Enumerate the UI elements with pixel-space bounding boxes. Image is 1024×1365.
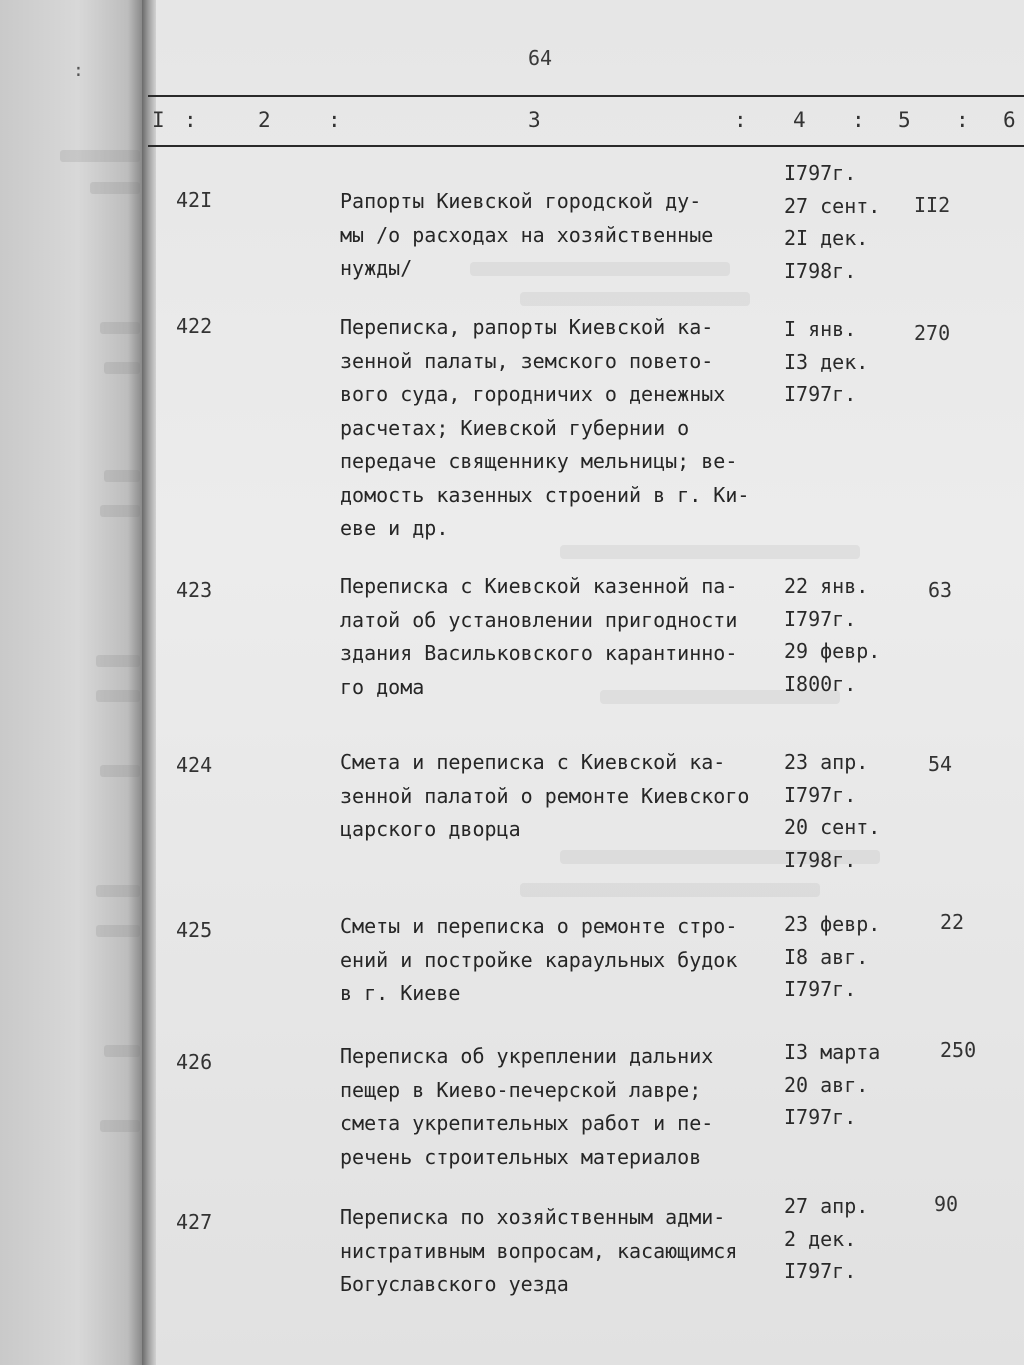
entry-title-line: зенной палатой о ремонте Киевского: [340, 783, 750, 808]
entry-title-line: го дома: [340, 674, 425, 699]
bleed-through-text: [560, 545, 860, 559]
entry-sheet-count: 22: [940, 910, 965, 934]
entry-date-line: I янв.: [784, 317, 857, 341]
entry-number: 425: [176, 918, 213, 942]
bleed-through-text: [100, 505, 140, 517]
entry-dates: [784, 746, 880, 876]
header-col-1: I: [152, 108, 165, 132]
entry-date-line: I797г.: [784, 382, 857, 406]
bleed-through-text: [96, 690, 140, 702]
entry-title-line: Смета и переписка с Киевской ка-: [340, 750, 726, 774]
entry-date-line: I800г.: [784, 671, 857, 696]
entry-title-line: речень строительных материалов: [340, 1144, 702, 1169]
table-header-bottom-rule: [148, 145, 1024, 147]
entry-date-line: 23 апр.: [784, 750, 869, 774]
entry-title-line: передаче священнику мельницы; ве-: [340, 449, 738, 473]
entry-date-line: I797г.: [784, 161, 857, 185]
header-separator: :: [852, 108, 865, 132]
header-separator: :: [328, 108, 341, 132]
entry-date-line: I797г.: [784, 606, 857, 631]
entry-date-line: I3 дек.: [784, 349, 869, 374]
entry-title-line: Переписка по хозяйственным адми-: [340, 1205, 726, 1229]
bleed-through-text: [100, 1120, 140, 1132]
entry-title: [326, 185, 786, 286]
entry-date-line: I8 авг.: [784, 944, 869, 969]
entry-dates: [784, 157, 880, 287]
entry-title-line: вого суда, городничих о денежных: [340, 382, 726, 406]
entry-title-line: расчетах; Киевской губернии о: [340, 415, 690, 440]
bleed-through-text: [96, 885, 140, 897]
entry-title-line: здания Васильковского карантинно-: [340, 641, 738, 665]
entry-date-line: 22 янв.: [784, 574, 869, 598]
entry-title: [326, 746, 786, 847]
header-col-3: 3: [528, 108, 541, 132]
header-separator: :: [184, 108, 197, 132]
entry-title: [326, 1201, 786, 1302]
entry-sheet-count: 270: [914, 321, 951, 345]
bleed-through-text: [96, 925, 140, 937]
entry-title-line: смета укрепительных работ и пе-: [340, 1111, 714, 1135]
header-separator: :: [734, 108, 747, 132]
entry-title-line: домость казенных строений в г. Ки-: [340, 482, 750, 507]
entry-number: 422: [176, 314, 213, 338]
entry-sheet-count: 90: [934, 1192, 959, 1216]
entry-date-line: I798г.: [784, 258, 857, 283]
entry-sheet-count: II2: [914, 193, 951, 217]
entry-date-line: 2I дек.: [784, 226, 869, 250]
bleed-through-text: [104, 362, 140, 374]
entry-title-line: Сметы и переписка о ремонте стро-: [340, 914, 738, 938]
entry-title: [326, 1040, 786, 1174]
entry-sheet-count: 54: [928, 752, 953, 776]
entry-date-line: I797г.: [784, 1105, 857, 1129]
bleed-through-text: [520, 883, 820, 897]
entry-title-line: Богуславского уезда: [340, 1272, 569, 1296]
bleed-through-text: [90, 182, 140, 194]
entry-number: 427: [176, 1210, 213, 1234]
margin-mark: :: [73, 60, 84, 81]
entry-dates: [784, 908, 880, 1006]
entry-title-line: царского дворца: [340, 817, 521, 841]
entry-dates: [784, 1190, 868, 1288]
header-col-2: 2: [258, 108, 271, 132]
entry-title-line: мы /о расходах на хозяйственные: [340, 222, 714, 247]
entry-dates: [784, 1036, 880, 1134]
entry-number: 423: [176, 578, 213, 602]
entry-number: 42I: [176, 188, 213, 212]
page-number: 64: [528, 46, 553, 70]
entry-number: 426: [176, 1050, 213, 1074]
entry-title: [326, 910, 786, 1011]
entry-sheet-count: 63: [928, 578, 953, 602]
table-header-top-rule: [148, 95, 1024, 97]
entry-date-line: 20 сент.: [784, 815, 881, 839]
header-col-5: 5: [898, 108, 911, 132]
entry-title-line: зенной палаты, земского повето-: [340, 348, 714, 373]
bleed-through-text: [100, 322, 140, 334]
facing-page-edge: [0, 0, 142, 1365]
header-col-4: 4: [793, 108, 806, 132]
entry-date-line: 27 сент.: [784, 193, 881, 218]
header-col-6: 6: [1003, 108, 1016, 132]
book-gutter: [142, 0, 156, 1365]
entry-title-line: нистративным вопросам, касающимся: [340, 1238, 738, 1263]
entry-title: [326, 570, 786, 704]
bleed-through-text: [520, 292, 750, 306]
entry-date-line: 23 февр.: [784, 912, 881, 936]
entry-title-line: Переписка с Киевской казенной па-: [340, 574, 738, 598]
bleed-through-text: [104, 470, 140, 482]
entry-sheet-count: 250: [940, 1038, 977, 1062]
entry-title: [326, 311, 786, 546]
entry-date-line: I797г.: [784, 1259, 857, 1283]
entry-title-line: пещер в Киево-печерской лавре;: [340, 1077, 702, 1102]
entry-dates: [784, 313, 868, 411]
entry-title-line: Переписка, рапорты Киевской ка-: [340, 315, 714, 339]
entry-date-line: I798г.: [784, 847, 857, 872]
entry-date-line: I797г.: [784, 782, 857, 807]
bleed-through-text: [60, 150, 140, 162]
entry-number: 424: [176, 753, 213, 777]
entry-dates: [784, 570, 880, 700]
entry-date-line: 20 авг.: [784, 1072, 869, 1097]
entry-date-line: 27 апр.: [784, 1194, 869, 1218]
entry-date-line: I797г.: [784, 977, 857, 1001]
entry-title-line: еве и др.: [340, 516, 449, 540]
entry-title-line: латой об установлении пригодности: [340, 607, 738, 632]
entry-title-line: ений и постройке караульных будок: [340, 947, 738, 972]
entry-date-line: I3 марта: [784, 1040, 881, 1064]
entry-title-line: в г. Киеве: [340, 981, 461, 1005]
entry-title-line: Рапорты Киевской городской ду-: [340, 189, 702, 213]
entry-date-line: 2 дек.: [784, 1226, 857, 1251]
bleed-through-text: [96, 655, 140, 667]
bleed-through-text: [104, 1045, 140, 1057]
entry-title-line: Переписка об укреплении дальних: [340, 1044, 714, 1068]
header-separator: :: [956, 108, 969, 132]
bleed-through-text: [100, 765, 140, 777]
entry-title-line: нужды/: [340, 256, 413, 280]
entry-date-line: 29 февр.: [784, 639, 881, 663]
